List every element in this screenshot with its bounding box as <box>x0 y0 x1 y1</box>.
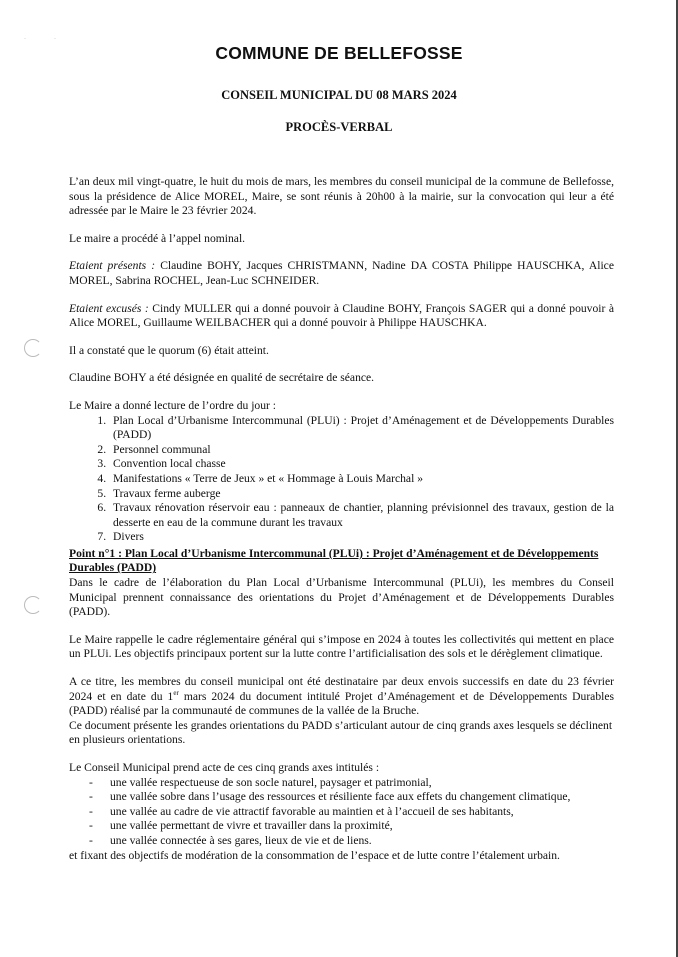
point1-paragraph-4: Ce document présente les grandes orientations du PADD s’articulant autour de cinq grands axes lesquels se déclinent en plusieurs orientations. <box>69 718 613 747</box>
ordinal-suffix: er <box>173 688 179 697</box>
point1-paragraph-3-start: A ce titre, les membres du conseil municipal ont été destinataire par deux envois successifs en date du 23 février 2024 et en date du 1 <box>69 675 614 703</box>
agenda-item: 7. Divers <box>109 530 614 545</box>
axis-item: - une vallée connectée à ses gares, lieux de vie et de liens. <box>89 834 614 849</box>
document-body <box>69 175 614 863</box>
axes-list <box>69 776 614 849</box>
axes-intro: Le Conseil Municipal prend acte de ces cinq grands axes intitulés : <box>69 761 380 774</box>
agenda-intro: Le Maire a donné lecture de l’ordre du jour : <box>69 398 276 412</box>
agenda-item: 4. Manifestations « Terre de Jeux » et « Hommage à Louis Marchal » <box>109 472 614 487</box>
quorum-statement: Il a constaté que le quorum (6) était atteint. <box>69 343 269 357</box>
axis-item: - une vallée respectueuse de son socle naturel, paysager et patrimonial, <box>89 776 614 791</box>
secretary-statement: Claudine BOHY a été désignée en qualité de secrétaire de séance. <box>69 371 375 385</box>
present-names: Claudine BOHY, Jacques CHRISTMANN, Nadine DA COSTA Philippe HAUSCHKA, Alice MOREL, Sabrina ROCHEL, Jean-Luc SCHNEIDER. <box>69 259 614 287</box>
present-members <box>69 259 614 288</box>
roll-call: Le maire a procédé à l’appel nominal. <box>69 231 246 245</box>
closing-sentence: et fixant des objectifs de modération de la consommation de l’espace et de lutte contre l’étalement urbain. <box>69 848 560 862</box>
point1-paragraph-2: Le Maire rappelle le cadre réglementaire général qui s’impose en 2024 à toutes les collectivités qui mettent en place un PLUi. Les objectifs principaux portent sur la lutte contre l’artificialisation des sols et le dérèglement climatique. <box>69 632 614 661</box>
present-label: Etaient présents : <box>69 259 156 273</box>
axis-item: - une vallée sobre dans l’usage des ressources et résiliente face aux effets du changement climatique, <box>89 790 614 805</box>
point1-heading: Point n°1 : Plan Local d’Urbanisme Intercommunal (PLUi) : Projet d’Aménagement et de Développements Durables (PADD) <box>69 546 599 575</box>
agenda-list <box>69 414 614 545</box>
scan-specks: · · <box>24 36 56 42</box>
agenda-item: 5. Travaux ferme auberge <box>109 487 614 502</box>
point1-paragraph-1: Dans le cadre de l’élaboration du Plan Local d’Urbanisme Intercommunal (PLUi), les membres du Conseil Municipal prennent connaissance des orientations du Projet d’Aménagement et de Développements Durables (PADD). <box>69 576 614 619</box>
excused-label: Etaient excusés : <box>69 301 149 315</box>
agenda-item: 3. Convention local chasse <box>109 457 614 472</box>
agenda-item: 1. Plan Local d’Urbanisme Intercommunal (PLUi) : Projet d’Aménagement et de Développements Durables (PADD) <box>109 414 614 443</box>
excused-members <box>69 302 614 331</box>
intro-paragraph: L’an deux mil vingt-quatre, le huit du mois de mars, les membres du conseil municipal de la commune de Bellefosse, sous la présidence de Alice MOREL, Maire, se sont réunis à 20h00 à la mairie, sur la convocation qui leur a été adressée par le Maire le 23 février 2024. <box>69 175 614 218</box>
punch-hole-mark <box>24 596 42 614</box>
punch-hole-mark <box>24 339 42 357</box>
point1-paragraph-3 <box>69 675 614 719</box>
meeting-title: CONSEIL MUNICIPAL DU 08 MARS 2024 <box>221 88 457 102</box>
document-type: PROCÈS-VERBAL <box>285 120 393 134</box>
point1-paragraph-3-end: mars 2024 du document intitulé Projet d’Aménagement et de Développements Durables (PADD) réalisé par la communauté de communes de la vallée de la Bruche. <box>69 689 614 718</box>
axis-item: - une vallée au cadre de vie attractif favorable au maintien et à l’accueil de ses habitants, <box>89 805 614 820</box>
axis-item: - une vallée permettant de vivre et travailler dans la proximité, <box>89 819 614 834</box>
agenda-item: 6. Travaux rénovation réservoir eau : panneaux de chantier, planning prévisionnel des travaux, gestion de la desserte en eau de la commune durant les travaux <box>109 501 614 530</box>
excused-names: Cindy MULLER qui a donné pouvoir à Claudine BOHY, François SAGER qui a donné pouvoir à Alice MOREL, Guillaume WEILBACHER qui a donné pouvoir à Philippe HAUSCHKA. <box>69 301 614 330</box>
agenda-item: 2. Personnel communal <box>109 443 614 458</box>
commune-title: COMMUNE DE BELLEFOSSE <box>215 43 463 63</box>
